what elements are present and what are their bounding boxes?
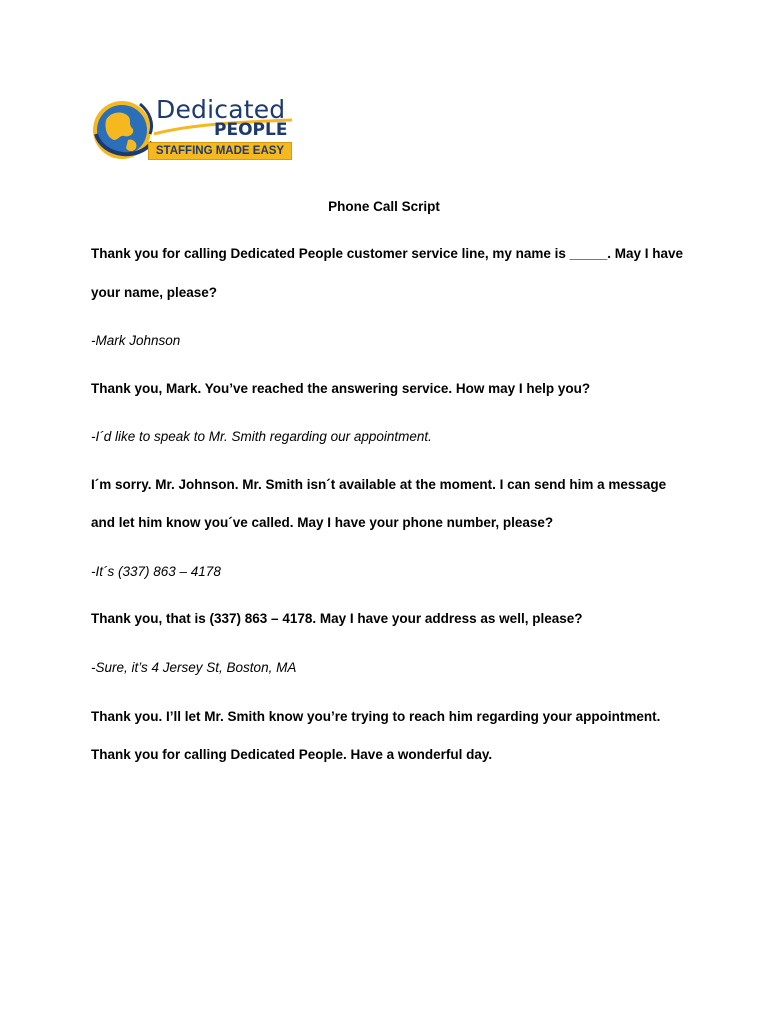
document-title: Phone Call Script: [328, 199, 440, 214]
script-line-address: Thank you, that is (337) 863 – 4178. May I have your address as well, please?: [91, 611, 583, 626]
company-logo: [92, 94, 302, 166]
script-line-unavailable-cont: and let him know you´ve called. May I have your phone number, please?: [91, 515, 554, 530]
script-line-farewell: Thank you for calling Dedicated People. Have a wonderful day.: [91, 747, 493, 762]
script-line-greeting-cont: your name, please?: [91, 285, 218, 300]
script-line-help: Thank you, Mark. You’ve reached the answering service. How may I help you?: [91, 381, 591, 396]
response-line-name: -Mark Johnson: [91, 333, 181, 348]
response-line-phone: -It´s (337) 863 – 4178: [91, 564, 221, 579]
script-line-closing: Thank you. I’ll let Mr. Smith know you’re trying to reach him regarding your appointment.: [91, 709, 661, 724]
script-line-unavailable: I´m sorry. Mr. Johnson. Mr. Smith isn´t available at the moment. I can send him a message: [91, 477, 667, 492]
logo-tagline: STAFFING MADE EASY: [148, 142, 292, 160]
script-line-greeting: Thank you for calling Dedicated People customer service line, my name is _____. May I have: [91, 246, 683, 261]
response-line-address: -Sure, it’s 4 Jersey St, Boston, MA: [91, 660, 297, 675]
logo-people-text: PEOPLE: [214, 120, 288, 140]
logo-brand-text: Dedicated: [156, 95, 286, 124]
response-line-request: -I´d like to speak to Mr. Smith regarding our appointment.: [91, 429, 432, 444]
